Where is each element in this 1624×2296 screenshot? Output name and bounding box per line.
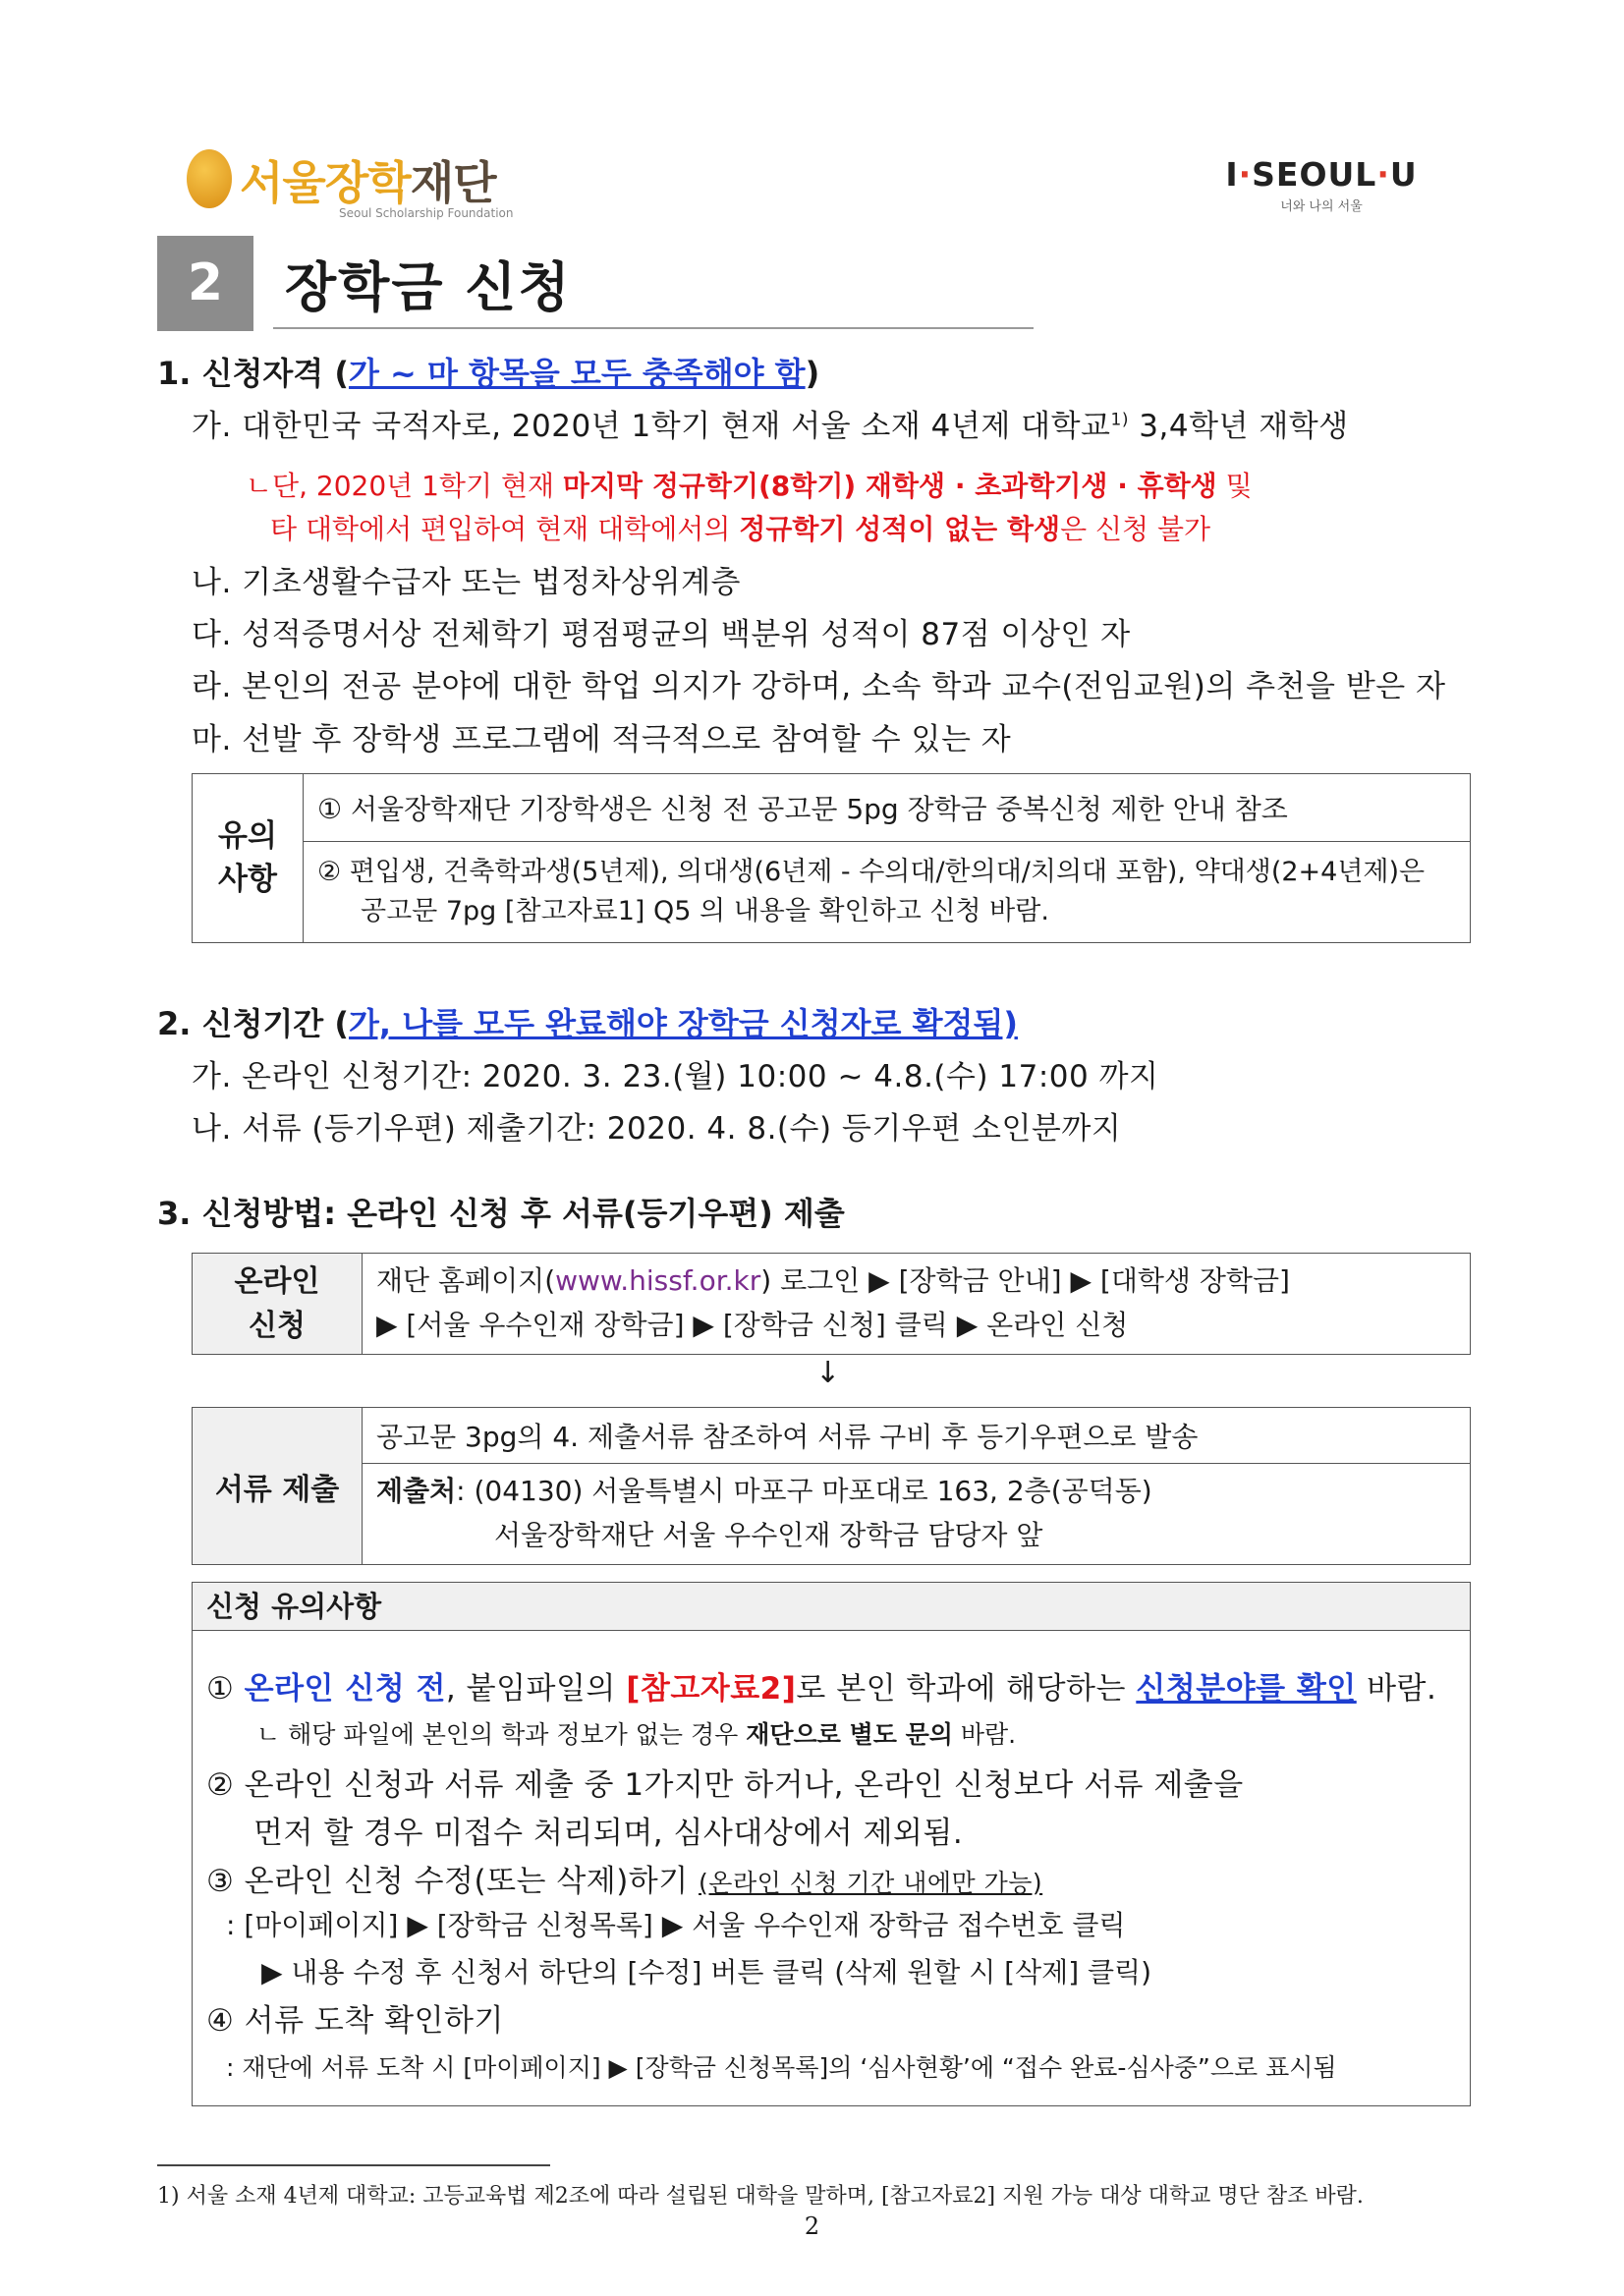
seoul-scholarship-logo <box>187 147 514 228</box>
period-item-documents: 나. 서류 (등기우편) 제출기간: 2020. 4. 8.(수) 등기우편 소인분까지 <box>192 1111 1122 1147</box>
logo-u: U <box>1389 155 1418 194</box>
eligibility-item-na: 나. 기초생활수급자 또는 법정차상위계층 <box>192 565 741 600</box>
section-title: 장학금 신청 <box>285 256 572 318</box>
down-arrow-icon: ↓ <box>815 1356 841 1390</box>
note-item-3: ③ 온라인 신청 수정(또는 삭제)하기 (온라인 신청 기간 내에만 가능) <box>206 1864 1043 1899</box>
logo-i: I <box>1225 155 1239 194</box>
documents-address: 제출처: (04130) 서울특별시 마포구 마포대로 163, 2층(공덕동) 서울장학재단 서울 우수인재 장학금 담당자 앞 <box>363 1464 1471 1565</box>
period-item-online: 가. 온라인 신청기간: 2020. 3. 23.(월) 10:00 ~ 4.8.(수) 17:00 까지 <box>192 1059 1159 1094</box>
logo-text-sub: 재단 <box>410 156 496 209</box>
caution-item-1: ① 서울장학재단 기장학생은 신청 전 공고문 5pg 장학금 중복신청 제한 안내 참조 <box>304 774 1471 842</box>
eligibility-item-ma: 마. 선발 후 장학생 프로그램에 적극적으로 참여할 수 있는 자 <box>192 722 1012 757</box>
period-note: 가, 나를 모두 완료해야 장학금 신청자로 확정됨) <box>348 1005 1018 1042</box>
footnote-divider <box>157 2164 550 2166</box>
section-divider <box>273 327 1034 329</box>
document-submission-table <box>192 1407 1471 1565</box>
eligibility-item-da: 다. 성적증명서상 전체학기 평점평균의 백분위 성적이 87점 이상인 자 <box>192 617 1131 652</box>
logo-dot-icon: · <box>1376 155 1390 194</box>
note-item-4: ④ 서류 도착 확인하기 <box>206 2003 504 2039</box>
eligibility-exception-line1: ㄴ단, 2020년 1학기 현재 마지막 정규학기(8학기) 재학생 · 초과학기생 · 휴학생 및 <box>246 470 1253 502</box>
caution-table <box>192 773 1471 943</box>
note-item-1-sub: ㄴ 해당 파일에 본인의 학과 정보가 없는 경우 재단으로 별도 문의 바람. <box>256 1720 1017 1749</box>
application-notes-box <box>192 1582 1471 2106</box>
i-seoul-u-logo <box>1208 155 1434 224</box>
caution-item-2: ② 편입생, 건축학과생(5년제), 의대생(6년제 - 수의대/한의대/치의대 포함), 약대생(2+4년제)은 공고문 7pg [참고자료1] Q5 의 내용을 확인하고 신청 바람. <box>304 842 1471 943</box>
documents-instruction: 공고문 3pg의 4. 제출서류 참조하여 서류 구비 후 등기우편으로 발송 <box>363 1408 1471 1464</box>
method-heading: 3. 신청방법: 온라인 신청 후 서류(등기우편) 제출 <box>157 1195 845 1232</box>
online-steps: 재단 홈페이지(www.hissf.or.kr) 로그인 ▶ [장학금 안내] ▶ [대학생 장학금] ▶ [서울 우수인재 장학금] ▶ [장학금 신청] 클릭 ▶ 온라인 신청 <box>363 1254 1471 1355</box>
logo-dot-icon: · <box>1238 155 1253 194</box>
footnote: 1) 서울 소재 4년제 대학교: 고등교육법 제2조에 따라 설립된 대학을 말하며, [참고자료2] 지원 가능 대상 대학교 명단 참조 바람. <box>157 2184 1364 2209</box>
foundation-emblem-icon <box>187 149 232 208</box>
logo-english-name: Seoul Scholarship Foundation <box>339 206 514 220</box>
eligibility-heading: 1. 신청자격 (가 ~ 마 항목을 모두 충족해야 함) <box>157 355 820 392</box>
caution-label: 유의 사항 <box>193 774 304 943</box>
note-item-1: ① 온라인 신청 전, 붙임파일의 [참고자료2]로 본인 학과에 해당하는 신청분야를 확인 바람. <box>206 1671 1437 1707</box>
note-item-2-line2: 먼저 할 경우 미접수 처리되며, 심사대상에서 제외됨. <box>253 1816 964 1851</box>
note-item-2-line1: ② 온라인 신청과 서류 제출 중 1가지만 하거나, 온라인 신청보다 서류 제출을 <box>206 1767 1244 1803</box>
note-item-3-edit: ▶ 내용 수정 후 신청서 하단의 [수정] 버튼 클릭 (삭제 원할 시 [삭제] 클릭) <box>261 1956 1152 1988</box>
logo-seoul: SEOUL <box>1252 155 1377 194</box>
online-label: 온라인 신청 <box>193 1254 363 1355</box>
documents-label: 서류 제출 <box>193 1408 363 1565</box>
note-item-3-steps: : [마이페이지] ▶ [장학금 신청목록] ▶ 서울 우수인재 장학금 접수번호 클릭 <box>226 1909 1126 1941</box>
eligibility-item-ga: 가. 대한민국 국적자로, 2020년 1학기 현재 서울 소재 4년제 대학교$^{1)}$ 3,4학년 재학생 <box>192 409 1349 444</box>
eligibility-exception-line2: 타 대학에서 편입하여 현재 대학에서의 정규학기 성적이 없는 학생은 신청 불가 <box>270 513 1211 545</box>
eligibility-note: 가 ~ 마 항목을 모두 충족해야 함 <box>348 355 806 392</box>
logo-text-main: 서울장학 <box>240 156 411 209</box>
section-number: 2 <box>157 236 253 331</box>
notes-title: 신청 유의사항 <box>193 1583 1470 1631</box>
footnote-ref: 1) <box>1110 410 1129 430</box>
period-heading: 2. 신청기간 (가, 나를 모두 완료해야 장학금 신청자로 확정됨) <box>157 1005 1018 1042</box>
note-item-4-detail: : 재단에 서류 도착 시 [마이페이지] ▶ [장학금 신청목록]의 ‘심사현황’에 “접수 완료-심사중”으로 표시됨 <box>226 2053 1337 2082</box>
logo-slogan: 너와 나의 서울 <box>1280 199 1363 214</box>
page-number: 2 <box>804 2212 820 2240</box>
eligibility-item-ra: 라. 본인의 전공 분야에 대한 학업 의지가 강하며, 소속 학과 교수(전임교원)의 추천을 받은 자 <box>192 669 1446 704</box>
website-link[interactable]: www.hissf.or.kr <box>555 1264 761 1298</box>
online-application-table <box>192 1253 1471 1355</box>
